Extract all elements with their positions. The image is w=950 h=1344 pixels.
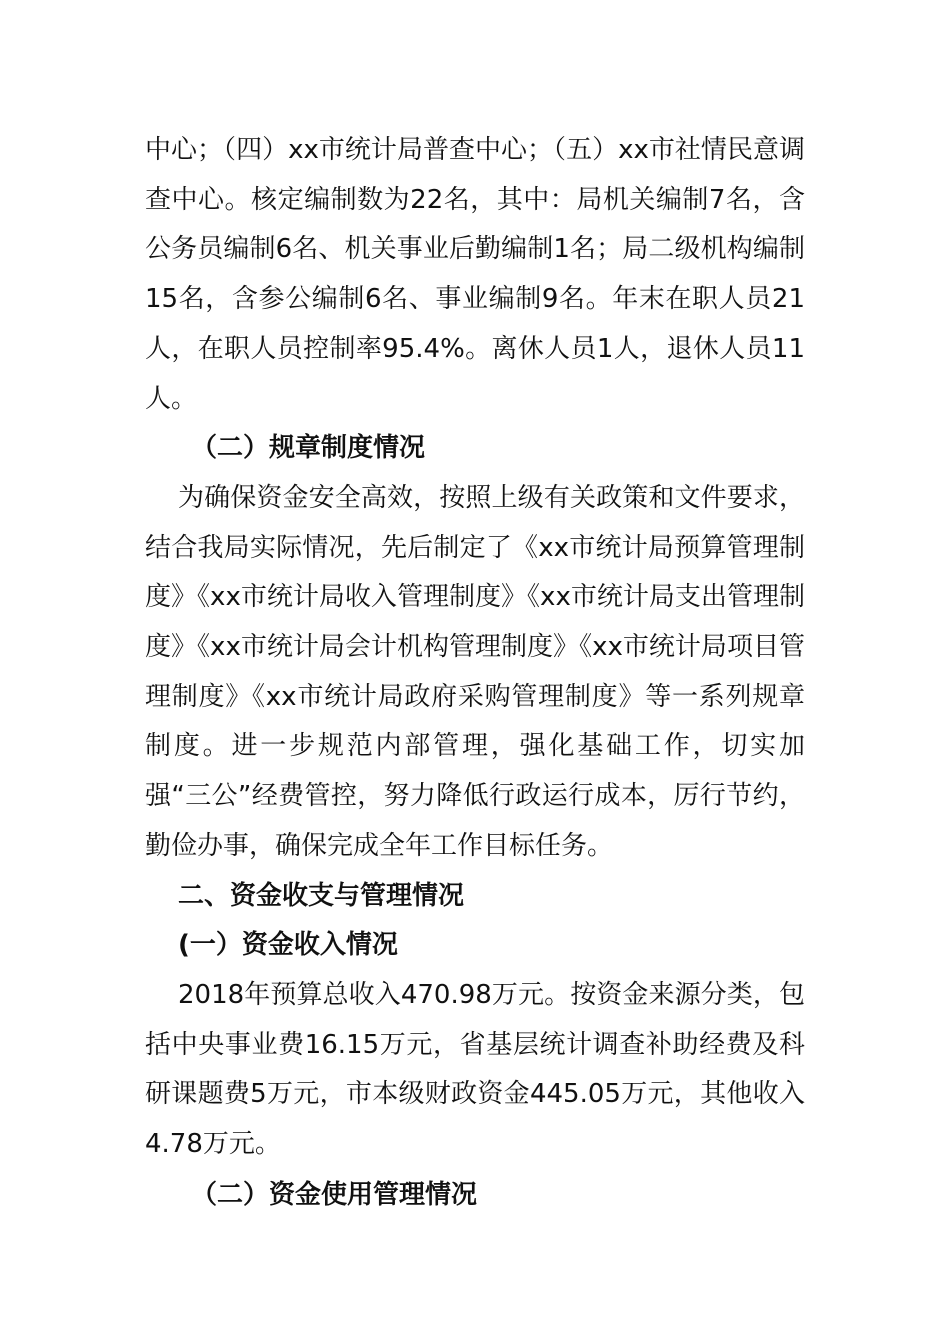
paragraph-rules-and-regulations: 为确保资金安全高效，按照上级有关政策和文件要求，结合我局实际情况，先后制定了《xx市统计局预算管理制度》《xx市统计局收入管理制度》《xx市统计局支出管理制度》《xx市统计局会计机构管理制度》《xx市统计局项目管理制度》《xx市统计局政府采购管理制度》等一系列规章制度。进一步规范内部管理，强化基础工作，切实加强“三公”经费管控，努力降低行政运行成本，厉行节约，勤俭办事，确保完成全年工作目标任务。 — [145, 482, 805, 861]
heading-funds-income: (一）资金收入情况 — [178, 930, 398, 961]
heading-funds-management: 二、资金收支与管理情况 — [178, 880, 465, 911]
heading-rules-and-regulations: （二）规章制度情况 — [191, 433, 426, 464]
document-body — [145, 126, 805, 1220]
paragraph-funds-income: 2018年预算总收入470.98万元。按资金来源分类，包括中央事业费16.15万元，省基层统计调查补助经费及科研课题费5万元，市本级财政资金445.05万元，其他收入4.78万元。 — [145, 979, 805, 1160]
paragraph-staffing: 中心；（四）xx市统计局普查中心；（五）xx市社情民意调查中心。核定编制数为22名，其中：局机关编制7名，含公务员编制6名、机关事业后勤编制1名；局二级机构编制15名，含参公编制6名、事业编制9名。年末在职人员21人，在职人员控制率95.4%。离休人员1人，退休人员11人。 — [145, 135, 805, 414]
heading-funds-usage: （二）资金使用管理情况 — [191, 1179, 478, 1210]
